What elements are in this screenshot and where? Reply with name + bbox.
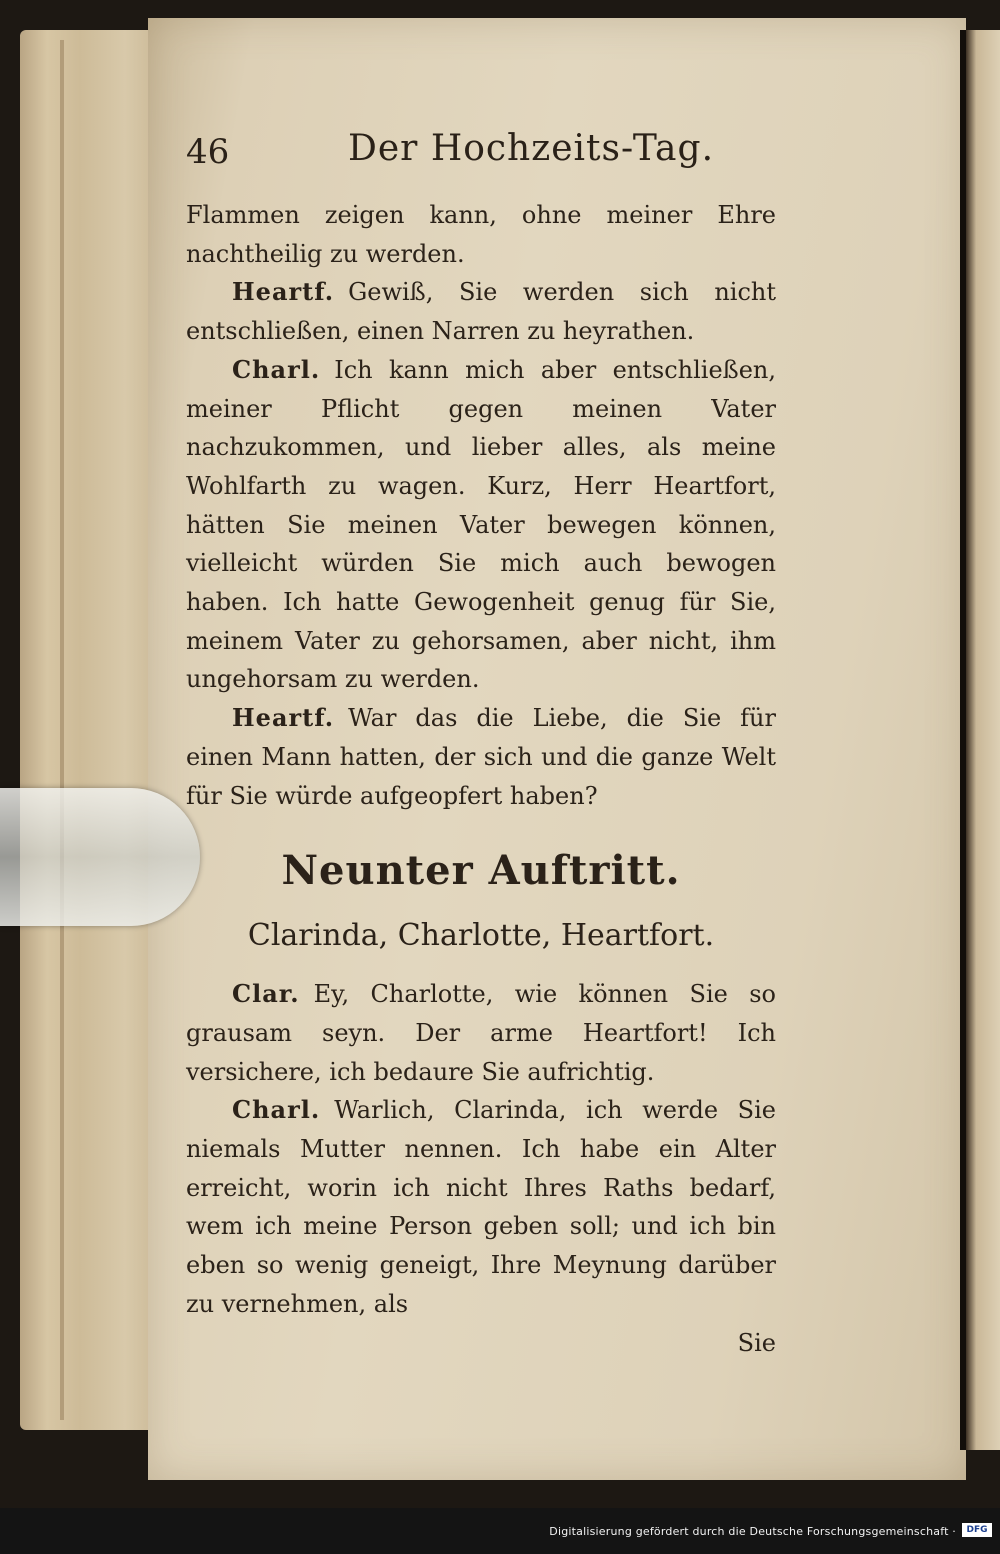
- footer-bar: [0, 1508, 1000, 1554]
- speech-charlotte-1: [186, 351, 776, 699]
- dfg-logo-icon: DFG: [962, 1523, 992, 1537]
- scene-heading: Neunter Auftritt.: [281, 847, 681, 895]
- speaker-name: Heartf.: [232, 703, 335, 733]
- speaker-name: Charl.: [232, 1095, 321, 1125]
- funding-credit: Digitalisierung gefördert durch die Deutsche Forschungsgemeinschaft ·: [549, 1525, 956, 1538]
- speech-text: War das die Liebe, die Sie für einen Mann hatten, der sich und die ganze Welt für Sie würde aufgeopfert haben?: [186, 704, 776, 810]
- speech-text: Gewiß, Sie werden sich nicht entschließen, einen Narren zu heyrathen.: [186, 278, 776, 346]
- speaker-name: Charl.: [232, 354, 321, 384]
- page-clip: [0, 788, 200, 926]
- speech-heartfort-1: [186, 273, 776, 350]
- speaker-name: Clar.: [232, 979, 300, 1009]
- speech-text: Warlich, Clarinda, ich werde Sie niemals Mutter nennen. Ich habe ein Alter erreicht, worin ich nicht Ihres Raths bedarf, wem ich meine Person geben soll; und ich bin eben so wenig geneigt, Ihre Meynung darüber zu vernehmen, als: [186, 1096, 776, 1318]
- cast-list: Clarinda, Charlotte, Heartfort.: [247, 918, 715, 954]
- running-head: Der Hochzeits-Tag.: [348, 128, 715, 169]
- speech-text: Ey, Charlotte, wie können Sie so grausam seyn. Der arme Heartfort! Ich versichere, ich bedaure Sie aufrichtig.: [186, 980, 776, 1086]
- page-number: 46: [186, 132, 230, 172]
- speaker-name: Heartf.: [232, 277, 335, 307]
- catchword: Sie: [737, 1328, 776, 1357]
- page-text: [186, 196, 776, 1362]
- speech-clarinda-1: [186, 975, 776, 1091]
- facing-page-edge: [966, 30, 1000, 1450]
- paragraph-continuation: Flammen zeigen kann, ohne meiner Ehre nachtheilig zu werden.: [186, 201, 776, 268]
- speech-text: Ich kann mich aber entschließen, meiner Pflicht gegen meinen Vater nachzukommen, und lieber alles, als meine Wohlfarth zu wagen. Kurz, Herr Heartfort, hätten Sie meinen Vater bewegen können, vielleicht würden Sie mich auch bewogen haben. Ich hatte Gewogenheit genug für Sie, meinem Vater zu gehorsamen, aber nicht, ihm ungehorsam zu werden.: [186, 355, 776, 694]
- speech-charlotte-2: [186, 1091, 776, 1323]
- speech-heartfort-2: [186, 699, 776, 815]
- page-header: [186, 128, 786, 178]
